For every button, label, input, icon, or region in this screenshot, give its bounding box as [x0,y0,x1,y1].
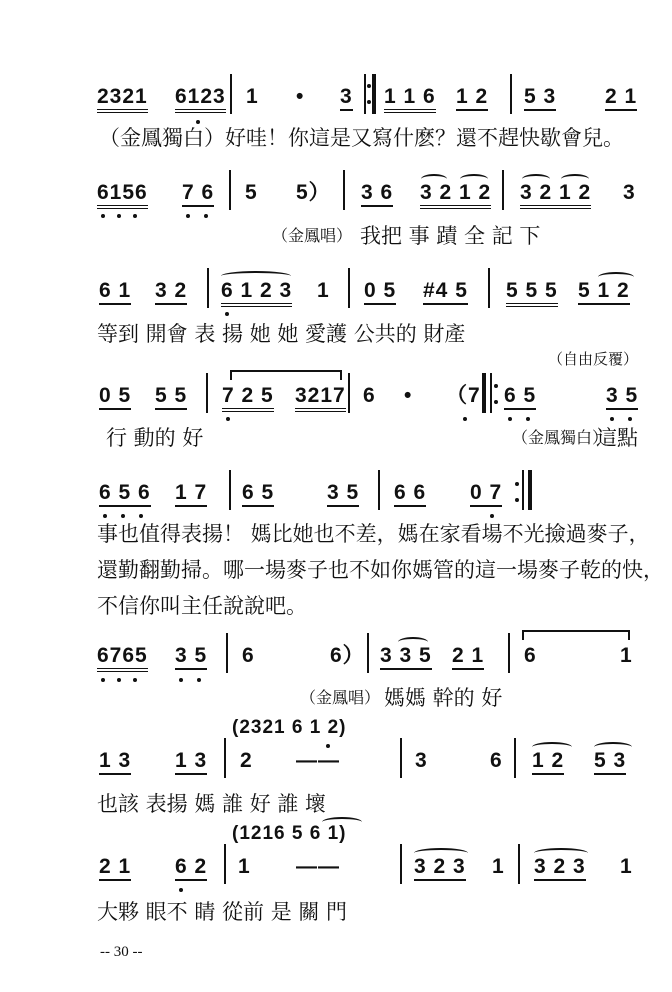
note-group: 1 1 6 [384,86,436,113]
barline [343,170,345,210]
slur [534,848,588,858]
note-group: 3 5 [175,645,207,670]
note-group: 2 1 [605,86,637,111]
octave-dot [133,678,137,682]
note-group: 7 2 5 [222,385,274,412]
slur [398,637,428,647]
slur [522,174,550,184]
barline [508,633,510,673]
role-label: （金鳳唱） [272,226,353,245]
phrase-bracket [522,630,630,640]
note-group: 3 [415,749,428,772]
slur [598,272,634,282]
note-group: 1 2 [532,750,564,775]
note-group: 6 5 6 [99,482,151,507]
note-group: 6 [524,644,537,667]
note-group: 1 [317,279,330,302]
barline [367,633,369,673]
note-group: 1 3 [175,750,207,775]
note-group: 6） [330,644,365,667]
barline [510,74,512,114]
note-group: 3 [340,86,353,111]
slur [322,817,362,827]
note-group: 5 [245,181,258,204]
lyric-line: 這點 [596,426,638,450]
barline [400,738,402,778]
lyric-line: 我把 事 蹟 全 記 下 [360,224,541,248]
note-group: 6156 [97,182,148,209]
lyric-line: 事也值得表揚！ 媽比她也不差，媽在家看場不光撿過麥子， [97,522,650,546]
lyric-line: 大夥 眼不 睛 從前 是 關 門 [97,900,348,924]
note-group: 6 5 [504,385,536,410]
note-group: 1 [238,855,251,878]
barline [488,268,490,308]
note-group: （7 [446,384,481,407]
barline [229,170,231,210]
note-group: 7 6 [182,182,214,207]
note-group: 1 [620,644,633,667]
repeat-barline [528,470,532,510]
lyric-line: （金鳳獨白）好哇！你這是又寫什麽？還不趕快歇會兒。 [99,126,624,150]
note-group: • [404,384,413,407]
note-group: 3 2 1 2 [420,182,491,209]
accompaniment-line: (1216 5 6 1) [232,823,347,844]
note-group: 1 3 [99,750,131,775]
note-group: 0 5 [364,280,396,305]
octave-dot [204,214,208,218]
note-group: 6 [490,749,503,772]
repeat-barline [522,470,524,510]
note-group: 3 5 [327,482,359,507]
octave-dot [121,514,125,518]
note-group: 5） [296,181,331,204]
octave-dot [139,514,143,518]
barline [400,844,402,884]
note-group: 1 7 [175,482,207,507]
lyric-line: 不信你叫主任說說吧。 [97,594,307,618]
note-group: 0 7 [470,482,502,507]
barline [378,470,380,510]
barline [518,844,520,884]
phrase-bracket [230,370,342,380]
note-group: 3 5 [606,385,638,410]
slur [594,742,632,752]
note-group: • [296,85,305,108]
accompaniment-line: (2321 6 1 2) [232,717,347,738]
octave-dot [179,888,183,892]
note-group: 3 2 [155,280,187,305]
note-group: 1 [492,855,505,878]
note-group: 6 [363,384,376,407]
note-group: 5 1 2 [578,280,630,305]
octave-dot [490,514,494,518]
repeat-barline [372,74,376,114]
note-group: 5 5 [155,385,187,410]
note-group: 2 [240,749,253,772]
note-group: 3 2 3 [534,856,586,881]
role-label: （金鳳獨白） [512,428,609,447]
note-group: 2 1 [452,645,484,670]
role-label: （金鳳唱） [300,688,381,707]
note-group: 5 3 [524,86,556,111]
note-group: 3 [623,181,636,204]
note-group: 3217 [295,385,346,412]
note-group: 6 2 [175,856,207,881]
note-group: 6 1 [99,280,131,305]
repeat-dot [367,84,371,88]
lyric-line: 還勤翻勤掃。哪一場麥子也不如你媽管的這一場麥子乾的快， [97,558,664,582]
barline [348,268,350,308]
barline [224,844,226,884]
page-number: -- 30 -- [100,944,143,960]
octave-dot [610,417,614,421]
lyric-line: 等到 開會 表 揚 她 她 愛護 公共的 財產 [97,322,466,346]
note-group: 3 6 [361,182,393,207]
octave-dot [326,744,330,748]
note-group: 2321 [97,86,148,113]
octave-dot [103,514,107,518]
octave-dot [508,417,512,421]
octave-dot [463,417,467,421]
octave-dot [197,678,201,682]
octave-dot [101,678,105,682]
octave-dot [225,312,229,316]
barline [224,738,226,778]
repeat-dot [494,384,498,388]
slur [421,174,447,184]
note-group: 5 5 5 [506,280,558,307]
repeat-dot [367,100,371,104]
note-group: 6123 [175,86,226,113]
note-group: 6 1 2 3 [221,280,292,307]
barline [229,470,231,510]
octave-dot [117,678,121,682]
barline [230,74,232,114]
note-group: 2 1 [99,856,131,881]
slur [414,848,468,858]
octave-dot [526,417,530,421]
octave-dot [226,417,230,421]
barline [348,373,350,413]
note-group: 3 3 5 [380,645,432,670]
repeat-barline [482,373,486,413]
lyric-line: 媽媽 幹的 好 [384,686,503,710]
performance-annotation: （自由反覆） [548,350,639,368]
repeat-dot [515,498,519,502]
octave-dot [628,417,632,421]
octave-dot [117,214,121,218]
note-group: 3 2 1 2 [520,182,591,209]
lyric-line: 行 動的 好 [106,426,204,450]
barline [206,373,208,413]
repeat-barline [364,74,366,114]
octave-dot [101,214,105,218]
octave-dot [179,678,183,682]
note-group: 3 2 3 [414,856,466,881]
slur [532,742,572,752]
barline [226,633,228,673]
note-group: —— [296,855,340,878]
barline [514,738,516,778]
note-group: 6 [242,644,255,667]
repeat-dot [515,482,519,486]
lyric-line: 也該 表揚 媽 誰 好 誰 壞 [97,792,327,816]
note-group: 6 5 [242,482,274,507]
slur [460,174,488,184]
octave-dot [186,214,190,218]
note-group: 1 [620,855,633,878]
repeat-barline [490,373,492,413]
octave-dot [196,120,200,124]
note-group: 6765 [97,645,148,672]
note-group: 5 3 [594,750,626,775]
note-group: 1 2 [456,86,488,111]
note-group: 6 6 [394,482,426,507]
slur [221,271,291,281]
note-group: 1 [246,85,259,108]
note-group: —— [296,749,340,772]
note-group: 0 5 [99,385,131,410]
repeat-dot [494,400,498,404]
slur [561,174,589,184]
barline [502,170,504,210]
barline [207,268,209,308]
note-group: #4 5 [423,280,468,305]
octave-dot [133,214,137,218]
